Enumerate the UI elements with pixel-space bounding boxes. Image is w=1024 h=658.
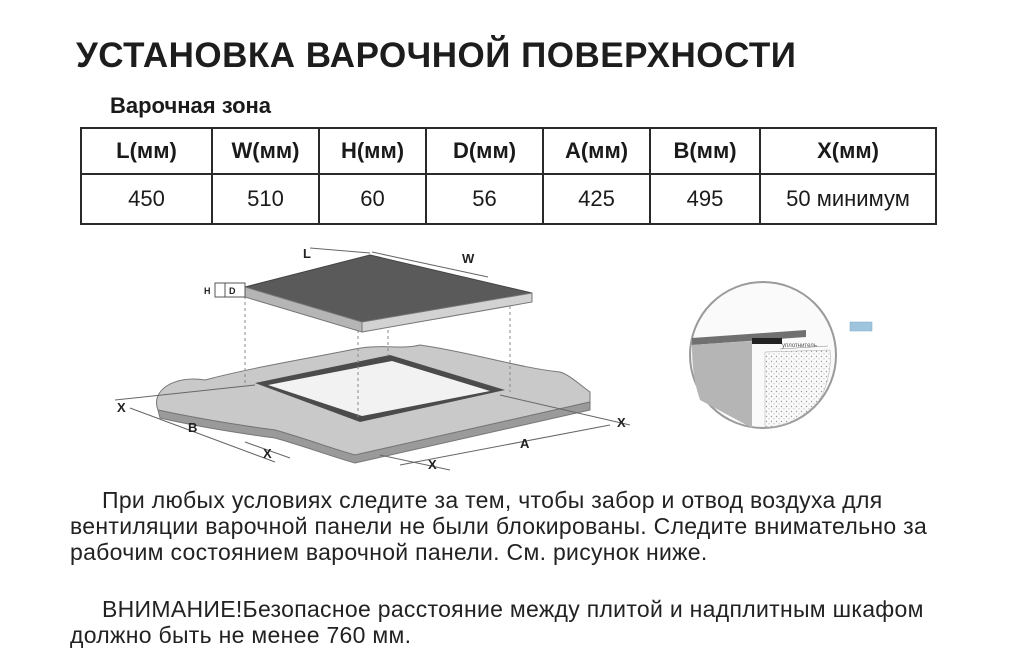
warning-note xyxy=(70,596,960,648)
section-subtitle: Варочная зона xyxy=(110,93,272,118)
ventilation-note xyxy=(70,487,960,565)
value-b: 495 xyxy=(650,174,760,224)
value-x: 50 минимум xyxy=(760,174,936,224)
label-seal: уплотнитель xyxy=(782,343,817,349)
label-a: A xyxy=(520,436,530,451)
value-w: 510 xyxy=(212,174,319,224)
label-x-right: X xyxy=(617,415,626,430)
value-h: 60 xyxy=(319,174,426,224)
warning-note-text: ВНИМАНИЕ!Безопасное расстояние между плитой и надплитным шкафом должно быть не менее 760 мм. xyxy=(70,596,924,648)
header-l: L(мм) xyxy=(81,128,212,174)
dimensions-table xyxy=(80,127,937,225)
installation-diagram xyxy=(0,225,1024,475)
table-header-row xyxy=(81,128,936,174)
header-w: W(мм) xyxy=(212,128,319,174)
label-x-bottom: X xyxy=(263,446,272,461)
header-b: B(мм) xyxy=(650,128,760,174)
label-w: W xyxy=(462,251,475,266)
value-l: 450 xyxy=(81,174,212,224)
label-d: D xyxy=(229,286,236,296)
label-b: B xyxy=(188,420,198,435)
header-x: X(мм) xyxy=(760,128,936,174)
value-d: 56 xyxy=(426,174,543,224)
table-row xyxy=(81,174,936,224)
label-h: H xyxy=(204,286,211,296)
page-title: УСТАНОВКА ВАРОЧНОЙ ПОВЕРХНОСТИ xyxy=(76,36,797,75)
ventilation-note-text: При любых условиях следите за тем, чтобы забор и отвод воздуха для вентиляции варочной панели не были блокированы. Следите внимательно за рабочим состоянием варочной панели. См. рисунок ниже. xyxy=(70,487,928,565)
hob xyxy=(215,248,532,332)
label-x-left: X xyxy=(117,400,126,415)
header-a: A(мм) xyxy=(543,128,650,174)
seal-detail xyxy=(690,282,872,428)
header-d: D(мм) xyxy=(426,128,543,174)
label-x-front: X xyxy=(428,457,437,472)
label-l: L xyxy=(303,246,311,261)
value-a: 425 xyxy=(543,174,650,224)
header-h: H(мм) xyxy=(319,128,426,174)
